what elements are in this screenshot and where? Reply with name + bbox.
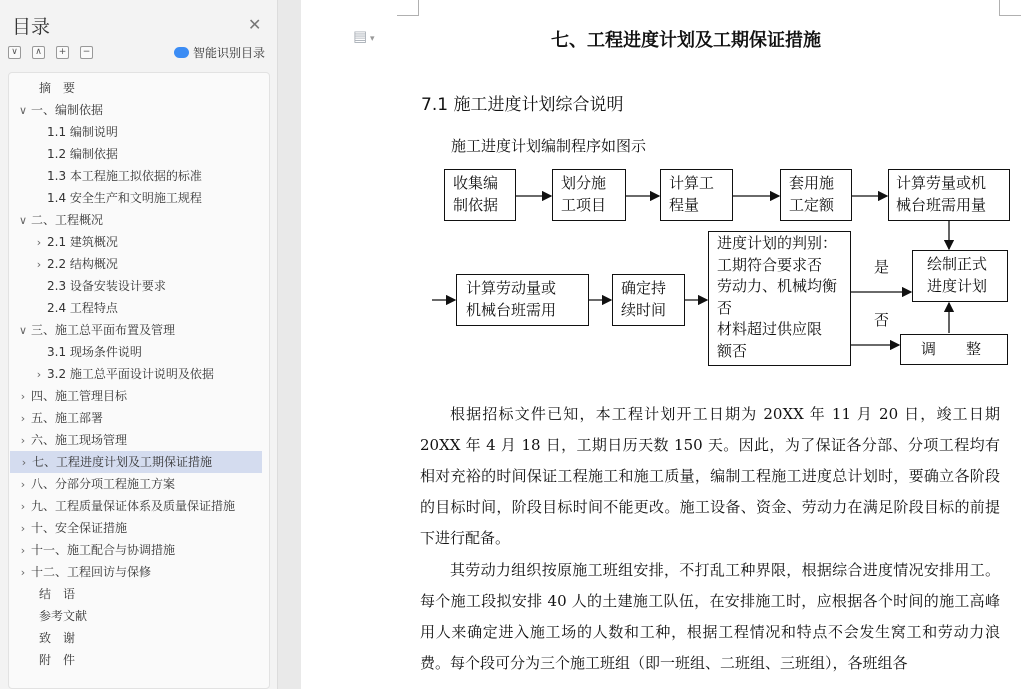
toc-item[interactable] <box>9 77 261 99</box>
toc-item-label: 3.2 施工总平面设计说明及依据 <box>47 367 214 381</box>
toc-sidebar <box>0 0 278 689</box>
chevron-down-icon[interactable]: ∨ <box>18 104 28 117</box>
chevron-right-icon[interactable]: › <box>21 456 27 469</box>
chevron-right-icon[interactable]: › <box>20 566 26 579</box>
toc-item[interactable] <box>9 605 261 627</box>
expand-all-icon[interactable]: ∧ <box>32 46 45 59</box>
corner-mark <box>397 0 419 16</box>
toc-item[interactable] <box>9 385 261 407</box>
toc-item-label: 1.4 安全生产和文明施工规程 <box>47 191 202 205</box>
toc-item[interactable] <box>9 209 261 231</box>
document-icon[interactable]: ▤ ▾ <box>353 27 375 45</box>
toc-item-label: 十、安全保证措施 <box>31 521 128 535</box>
toc-item-label: 一、编制依据 <box>31 103 104 117</box>
toc-item[interactable] <box>9 319 261 341</box>
toc-item[interactable] <box>9 495 261 517</box>
flow-box-collect: 收集编 制依据 <box>444 169 516 221</box>
chevron-right-icon[interactable]: › <box>20 434 26 447</box>
toc-item[interactable] <box>9 341 261 363</box>
cloud-icon <box>174 47 189 58</box>
toc-item[interactable] <box>9 517 261 539</box>
toc-item[interactable] <box>9 539 261 561</box>
smart-toc-button[interactable]: 智能识别目录 <box>174 44 265 61</box>
toc-item[interactable] <box>9 165 261 187</box>
toc-item[interactable] <box>10 451 262 473</box>
toc-item[interactable] <box>9 275 261 297</box>
flow-box-labor-shift: 计算劳动量或 机械台班需用 <box>456 274 589 326</box>
toc-item-label: 致 谢 <box>39 631 76 645</box>
chevron-right-icon[interactable]: › <box>20 522 26 535</box>
sidebar-title: 目录 <box>12 16 51 38</box>
toc-item[interactable] <box>9 143 261 165</box>
flow-box-adjust: 调 整 <box>900 334 1008 365</box>
toc-item[interactable] <box>9 297 261 319</box>
toc-item-label: 1.3 本工程施工拟依据的标准 <box>47 169 202 183</box>
corner-mark <box>999 0 1021 16</box>
collapse-all-icon[interactable]: ∨ <box>8 46 21 59</box>
toc-item-label: 2.4 工程特点 <box>47 301 118 315</box>
toc-item-label: 十一、施工配合与协调措施 <box>31 543 176 557</box>
document-page <box>301 0 1021 689</box>
chevron-right-icon[interactable]: › <box>20 544 26 557</box>
toc-item-label: 二、工程概况 <box>31 213 104 227</box>
flow-box-formal: 绘制正式 进度计划 <box>912 250 1008 302</box>
toc-item[interactable] <box>9 187 261 209</box>
chevron-right-icon[interactable]: › <box>36 368 42 381</box>
toc-item-label: 1.2 编制依据 <box>47 147 118 161</box>
toc-item-label: 摘 要 <box>39 81 76 95</box>
toc-item[interactable] <box>9 407 261 429</box>
toc-item[interactable] <box>9 363 261 385</box>
toc-item-label: 三、施工总平面布置及管理 <box>31 323 176 337</box>
chevron-right-icon[interactable]: › <box>36 258 42 271</box>
toc-item-label: 3.1 现场条件说明 <box>47 345 142 359</box>
body-paragraph: 根据招标文件已知，本工程计划开工日期为 20XX 年 11 月 20 日，竣工日期 20XX 年 4 月 18 日，工期日历天数 150 天。因此，为了保证各分部、分项工程均有相对充裕的时间保证工程施工和施工质量，编制工程施工进度总计划时，要确立各阶段的目标时间，阶段目标时间不能更改。施工设备、资金、劳动力在满足阶段目标的前提下进行配备。 <box>420 405 1000 547</box>
toc-item-label: 五、施工部署 <box>31 411 104 425</box>
flow-box-duration: 确定持 续时间 <box>612 274 685 326</box>
flow-box-judge: 进度计划的判别： 工期符合要求否 劳动力、机械均衡 否 材料超过供应限 额否 <box>708 231 851 366</box>
toc-item[interactable] <box>9 231 261 253</box>
flow-box-calc-qty: 计算工 程量 <box>660 169 733 221</box>
toc-list <box>8 72 270 689</box>
toc-item-label: 1.1 编制说明 <box>47 125 118 139</box>
toc-item-label: 2.2 结构概况 <box>47 257 118 271</box>
toc-item-label: 七、工程进度计划及工期保证措施 <box>32 455 213 469</box>
add-heading-icon[interactable]: + <box>56 46 69 59</box>
chevron-down-icon[interactable]: ∨ <box>18 214 28 227</box>
toc-item[interactable] <box>9 121 261 143</box>
section-title: 7.1 施工进度计划综合说明 <box>421 95 624 115</box>
document-area <box>279 0 1021 689</box>
toc-item-label: 2.3 设备安装设计要求 <box>47 279 166 293</box>
close-icon[interactable]: ✕ <box>248 15 262 34</box>
remove-heading-icon[interactable]: − <box>80 46 93 59</box>
chevron-right-icon[interactable]: › <box>20 390 26 403</box>
toc-item-label: 结 语 <box>39 587 76 601</box>
toc-item-label: 九、工程质量保证体系及质量保证措施 <box>31 499 236 513</box>
flow-box-quota: 套用施 工定额 <box>780 169 852 221</box>
chevron-right-icon[interactable]: › <box>20 500 26 513</box>
toc-item-label: 2.1 建筑概况 <box>47 235 118 249</box>
toc-item-label: 六、施工现场管理 <box>31 433 128 447</box>
toc-item[interactable] <box>9 99 261 121</box>
chevron-down-icon[interactable]: ∨ <box>18 324 28 337</box>
intro-text: 施工进度计划编制程序如图示 <box>451 137 647 155</box>
toc-item-label: 附 件 <box>39 653 76 667</box>
body-paragraph: 其劳动力组织按原施工班组安排，不打乱工种界限，根据综合进度情况安排用工。每个施工段拟安排 40 人的土建施工队伍，在安排施工时，应根据各个时间的施工高峰用人来确定进入施工场的人数和工种，根据工程情况和特点不会发生窝工和劳动力浪费。每个段可分为三个施工班组（即一班组、二班组、三班组），各班组各 <box>420 561 1000 672</box>
toc-item-label: 四、施工管理目标 <box>31 389 128 403</box>
toc-item[interactable] <box>9 473 261 495</box>
toc-item-label: 八、分部分项工程施工方案 <box>31 477 176 491</box>
chevron-right-icon[interactable]: › <box>36 236 42 249</box>
toc-item[interactable] <box>9 429 261 451</box>
toc-item[interactable] <box>9 583 261 605</box>
chevron-right-icon[interactable]: › <box>20 412 26 425</box>
toc-item[interactable] <box>9 649 261 671</box>
flow-label-yes: 是 <box>874 258 890 276</box>
toc-item[interactable] <box>9 561 261 583</box>
toc-item[interactable] <box>9 253 261 275</box>
flow-label-no: 否 <box>874 311 890 329</box>
flow-box-labor-machine: 计算劳量或机 械台班需用量 <box>888 169 1010 221</box>
chevron-right-icon[interactable]: › <box>20 478 26 491</box>
toc-item-label: 十二、工程回访与保修 <box>31 565 152 579</box>
toc-item-label: 参考文献 <box>39 609 88 623</box>
flow-box-divide: 划分施 工项目 <box>552 169 626 221</box>
page-title: 七、工程进度计划及工期保证措施 <box>551 30 821 51</box>
toc-item[interactable] <box>9 627 261 649</box>
